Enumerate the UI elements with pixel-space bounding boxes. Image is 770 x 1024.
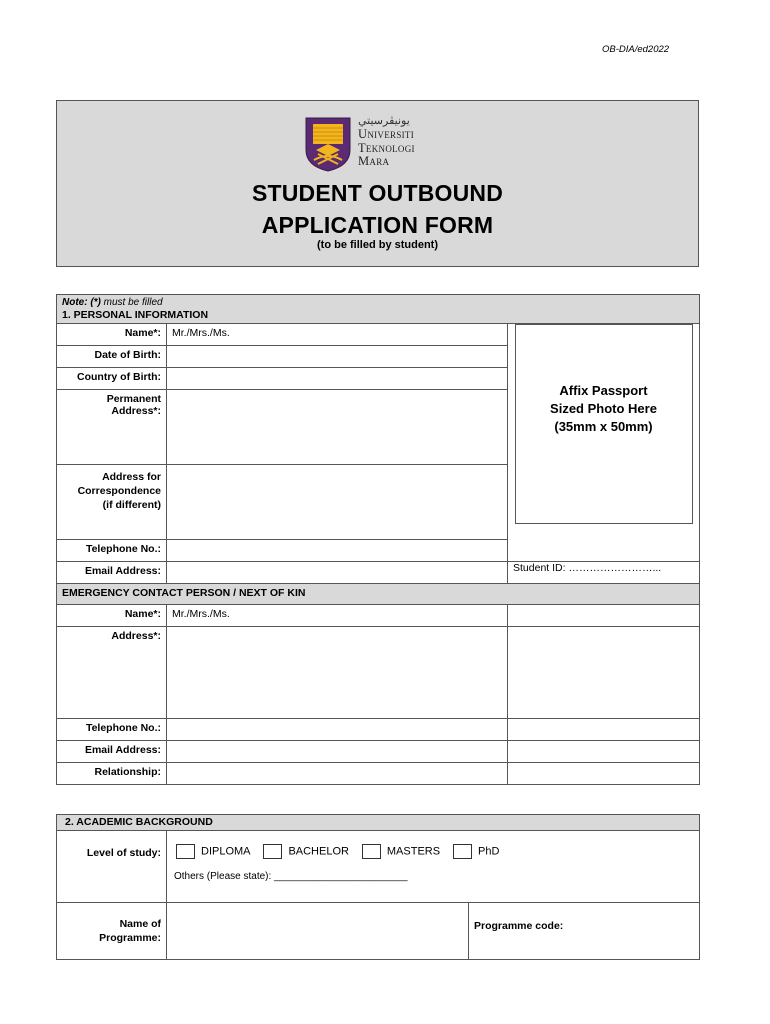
form-subtitle: (to be filled by student): [317, 239, 438, 251]
checkbox-masters[interactable]: [362, 844, 381, 859]
crest-icon: [304, 116, 352, 172]
emergency-address-field[interactable]: [167, 627, 508, 719]
programme-name-label: Name of Programme:: [57, 903, 167, 960]
form-title-line-2: APPLICATION FORM: [261, 212, 494, 238]
checkbox-diploma[interactable]: [176, 844, 195, 859]
emergency-address-label: Address*:: [57, 627, 167, 719]
student-id-field[interactable]: Student ID: ……………………...: [508, 562, 700, 584]
email-label: Email Address:: [57, 562, 167, 584]
country-of-birth-label: Country of Birth:: [57, 368, 167, 390]
emergency-heading: EMERGENCY CONTACT PERSON / NEXT OF KIN: [57, 584, 700, 605]
emergency-email-field[interactable]: [167, 741, 508, 763]
emergency-header-row: [57, 584, 700, 605]
email-field[interactable]: [167, 562, 508, 584]
personal-information-table: [56, 294, 700, 785]
emergency-telephone-label: Telephone No.:: [57, 719, 167, 741]
passport-photo-box[interactable]: Affix Passport Sized Photo Here (35mm x 50mm): [515, 324, 693, 524]
level-of-study-cell: [167, 831, 700, 903]
document-reference: OB-DIA/ed2022: [602, 44, 670, 55]
checkbox-bachelor[interactable]: [263, 844, 282, 859]
logo-text-line-3: Mara: [358, 154, 390, 168]
logo-text-line-1: Universiti: [358, 127, 415, 141]
form-title-line-1: STUDENT OUTBOUND: [251, 180, 504, 206]
logo-jawi-text: ﯾﻮﻧﻴﭭﺮﺳﻴﺘﻲ: [358, 115, 410, 127]
programme-code-field[interactable]: Programme code:: [469, 903, 700, 960]
level-options: [172, 844, 694, 859]
name-label: Name*:: [57, 324, 167, 346]
permanent-address-label: Permanent Address*:: [57, 390, 167, 465]
telephone-label: Telephone No.:: [57, 540, 167, 562]
dob-field[interactable]: [167, 346, 508, 368]
emergency-email-label: Email Address:: [57, 741, 167, 763]
label-phd: PhD: [478, 845, 500, 858]
label-diploma: DIPLOMA: [201, 845, 251, 858]
permanent-address-field[interactable]: [167, 390, 508, 465]
required-note: Note: (*) must be filled: [62, 297, 163, 308]
relationship-field[interactable]: [167, 763, 508, 785]
checkbox-phd[interactable]: [453, 844, 472, 859]
relationship-label: Relationship:: [57, 763, 167, 785]
logo-text-line-2: Teknologi: [358, 140, 415, 155]
others-field[interactable]: Others (Please state): ________________________: [174, 871, 408, 882]
section-1-header-row: [57, 295, 700, 324]
university-logo: [304, 114, 454, 174]
telephone-field[interactable]: [167, 540, 508, 562]
emergency-name-label: Name*:: [57, 605, 167, 627]
correspondence-address-field[interactable]: [167, 465, 508, 540]
correspondence-address-label: Address for Correspondence (if different): [57, 465, 167, 540]
section-2-heading: 2. ACADEMIC BACKGROUND: [57, 815, 700, 831]
dob-label: Date of Birth:: [57, 346, 167, 368]
emergency-telephone-field[interactable]: [167, 719, 508, 741]
label-masters: MASTERS: [386, 845, 441, 858]
emergency-name-field[interactable]: Mr./Mrs./Ms.: [167, 605, 508, 627]
country-of-birth-field[interactable]: [167, 368, 508, 390]
programme-name-field[interactable]: [167, 903, 469, 960]
label-bachelor: BACHELOR: [288, 845, 349, 858]
name-field[interactable]: Mr./Mrs./Ms.: [167, 324, 508, 346]
academic-background-table: [56, 814, 700, 960]
section-1-heading: 1. PERSONAL INFORMATION: [62, 309, 209, 321]
photo-cell: [508, 324, 700, 562]
level-of-study-label: Level of study:: [57, 831, 167, 903]
